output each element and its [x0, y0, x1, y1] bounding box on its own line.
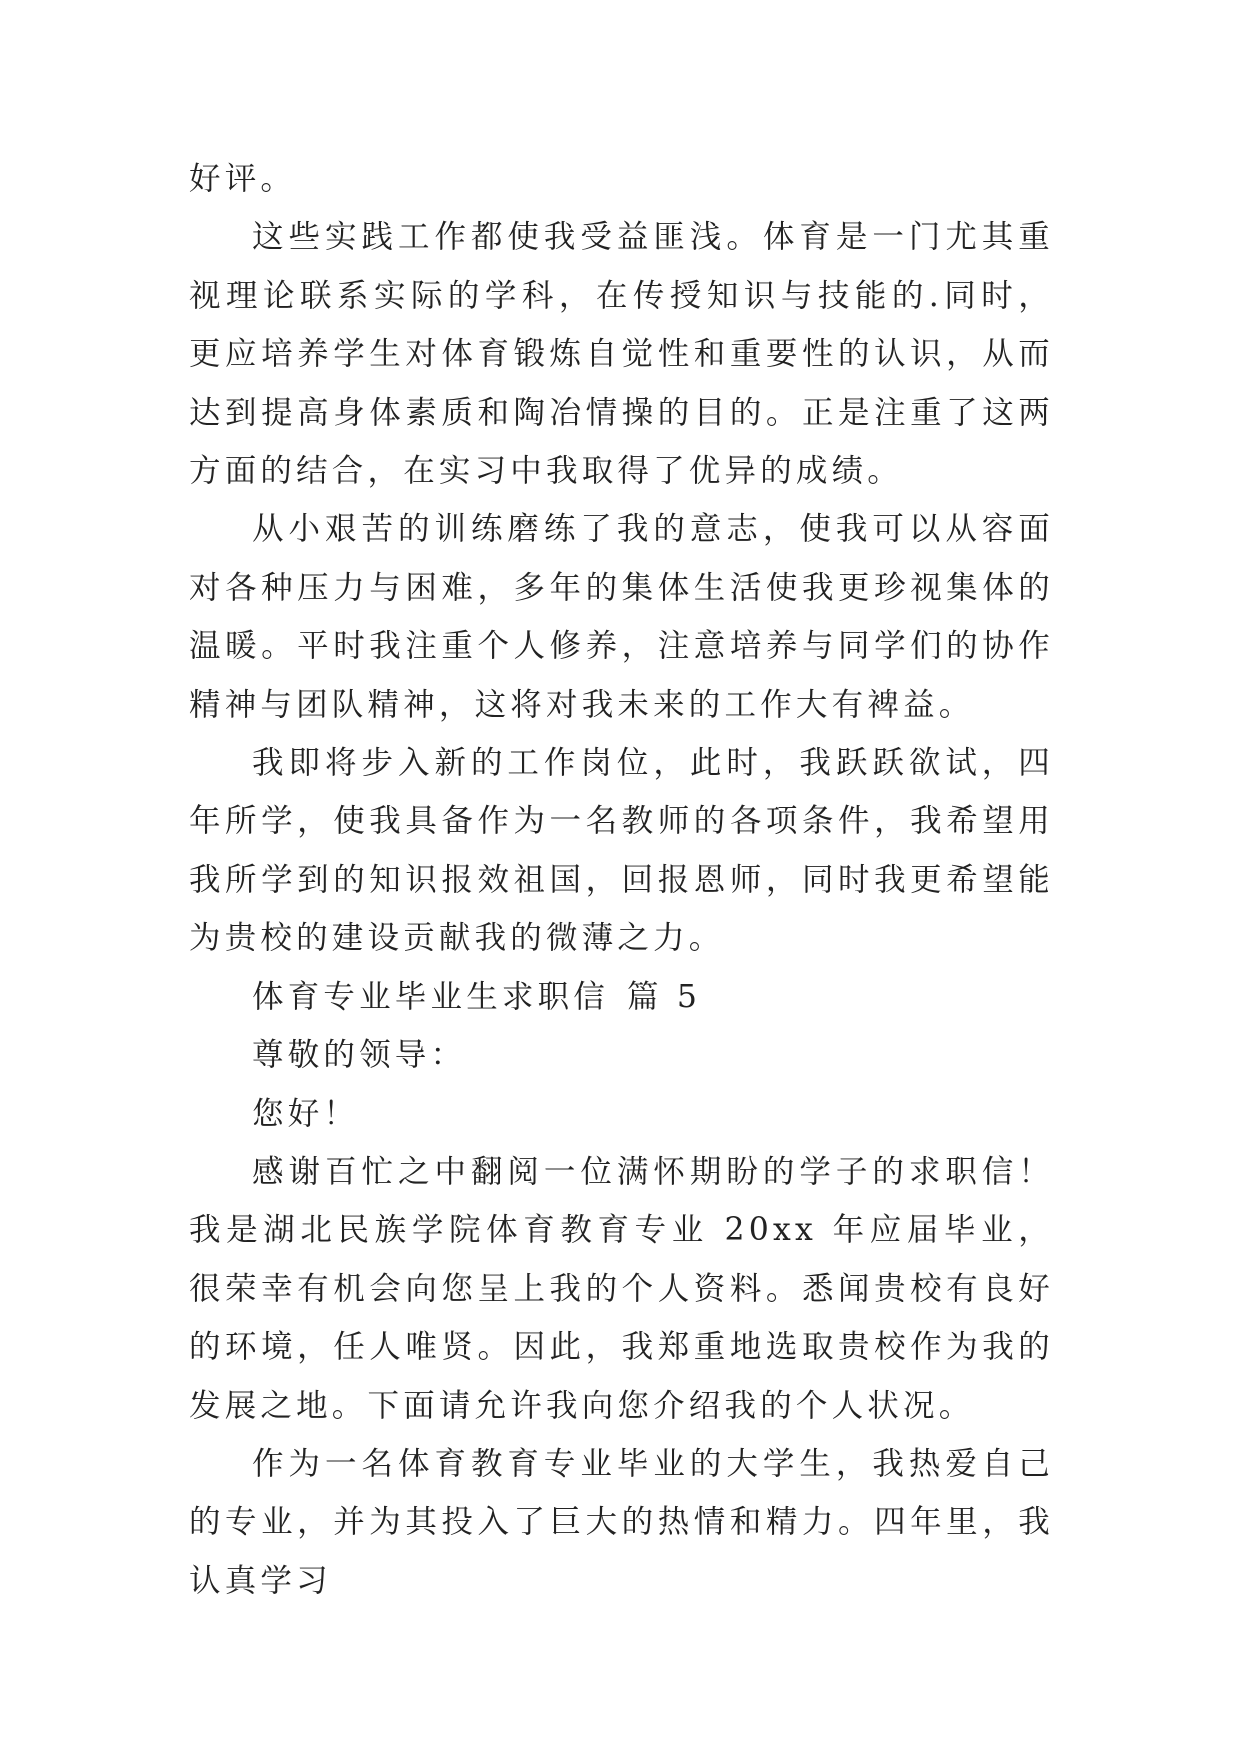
paragraph-training: 从小艰苦的训练磨练了我的意志，使我可以从容面对各种压力与困难，多年的集体生活使我更珍视集体的温暖。平时我注重个人修养，注意培养与同学们的协作精神与团队精神，这将对我未来的工作大有裨益。 — [189, 511, 1054, 723]
paragraph-new-job: 我即将步入新的工作岗位，此时，我跃跃欲试，四年所学，使我具备作为一名教师的各项条件，我希望用我所学到的知识报效祖国，回报恩师，同时我更希望能为贵校的建设贡献我的微薄之力。 — [189, 745, 1054, 957]
paragraph-practice: 这些实践工作都使我受益匪浅。体育是一门尤其重视理论联系实际的学科，在传授知识与技能的.同时，更应培养学生对体育锻炼自觉性和重要性的认识，从而达到提高身体素质和陶冶情操的目的。正是注重了这两方面的结合，在实习中我取得了优异的成绩。 — [189, 219, 1054, 490]
paragraph-introduction: 感谢百忙之中翻阅一位满怀期盼的学子的求职信！我是湖北民族学院体育教育专业 20xx 年应届毕业，很荣幸有机会向您呈上我的个人资料。悉闻贵校有良好的环境，任人唯贤。因此，我郑重地选取贵校作为我的发展之地。下面请允许我向您介绍我的个人状况。 — [189, 1153, 1054, 1424]
paragraph-major: 作为一名体育教育专业毕业的大学生，我热爱自己的专业，并为其投入了巨大的热情和精力。四年里，我认真学习 — [189, 1445, 1054, 1599]
letter-salutation: 您好！ — [252, 1095, 360, 1132]
section-heading — [189, 968, 1054, 1026]
document-body — [189, 150, 1054, 1610]
section-heading-title: 体育专业毕业生求职信 — [252, 978, 610, 1015]
section-heading-part: 篇 5 — [627, 978, 702, 1015]
paragraph-continuation: 好评。 — [189, 161, 297, 197]
letter-greeting: 尊敬的领导： — [252, 1037, 467, 1074]
